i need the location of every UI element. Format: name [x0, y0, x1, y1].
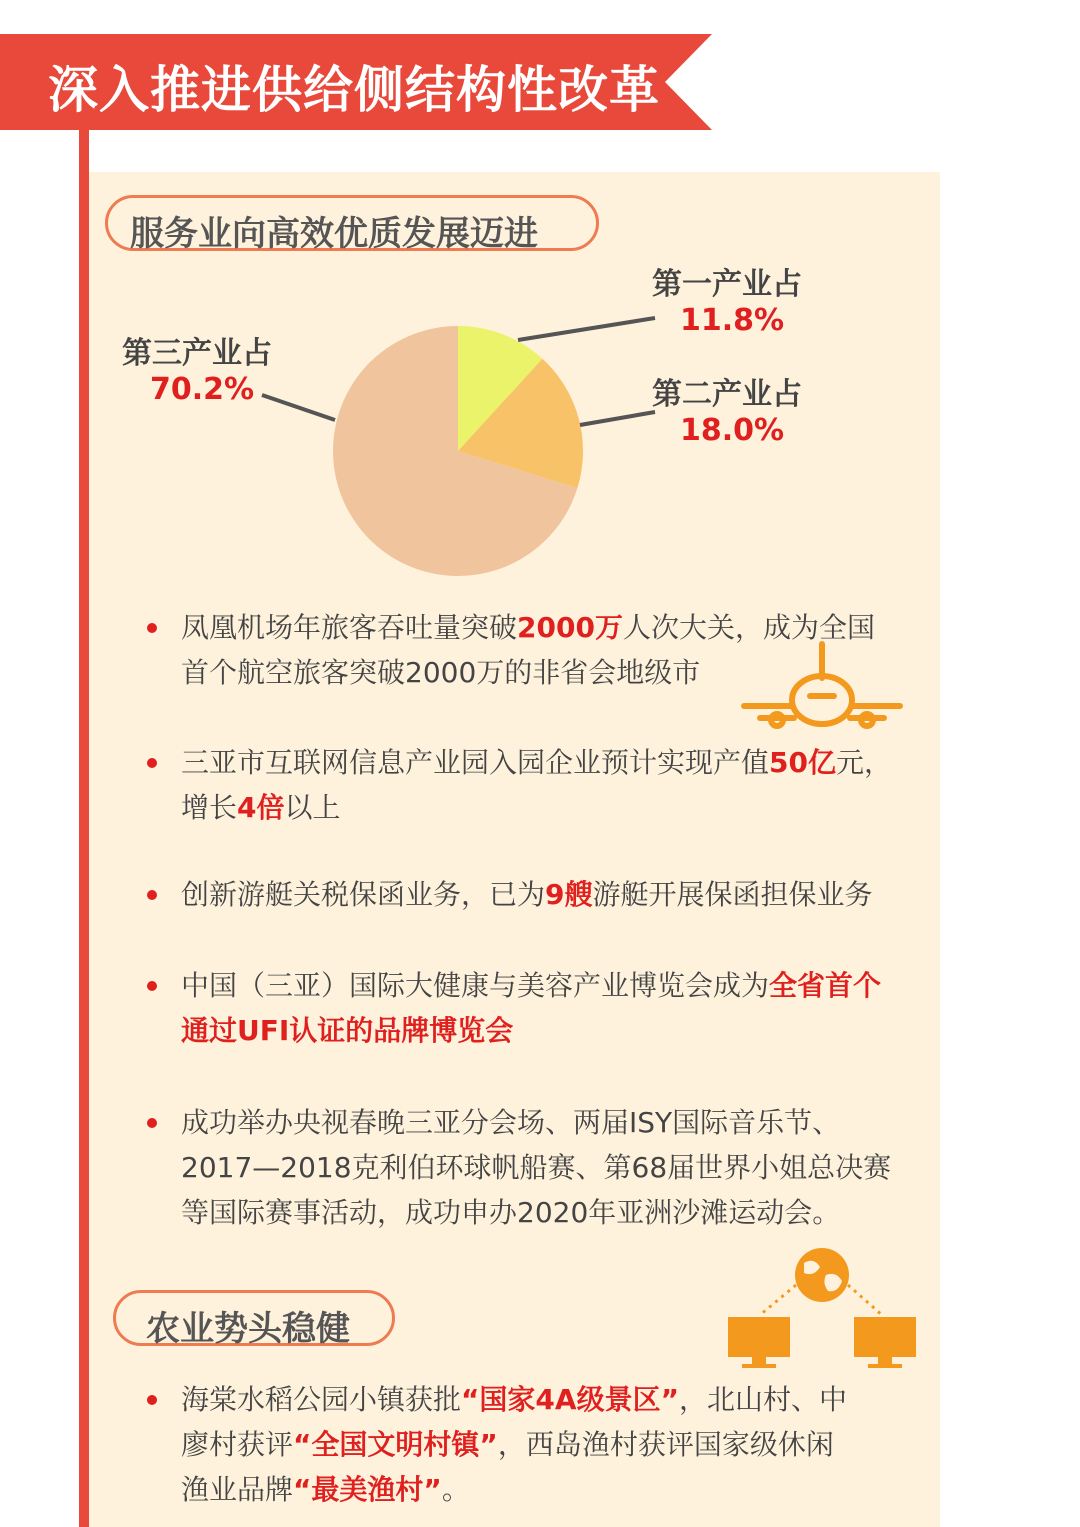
- leader-line-primary: [518, 318, 655, 340]
- bullet-line: [181, 1467, 941, 1512]
- bullet-line: [181, 785, 941, 830]
- bullet-line: [181, 963, 941, 1008]
- bullet-line: [181, 1377, 941, 1422]
- pie-label-secondary-value: 18.0%: [680, 413, 785, 448]
- bullet-line: [181, 1145, 941, 1190]
- body-text: 海棠水稻公园小镇获批: [181, 1383, 462, 1416]
- body-text: ，北山村、中: [678, 1383, 847, 1416]
- highlight-text: 50亿: [769, 746, 836, 779]
- pie-label-primary: [652, 267, 802, 339]
- highlight-text: “全国文明村镇”: [293, 1428, 498, 1461]
- bullet-line: [181, 740, 941, 785]
- body-text: 首个航空旅客突破2000万的非省会地级市: [181, 656, 701, 689]
- bullet-dot: [147, 890, 157, 900]
- bullet-text: [181, 1100, 941, 1235]
- body-text: 渔业品牌: [181, 1473, 294, 1506]
- highlight-text: 4倍: [237, 791, 285, 824]
- globe-computers-icon: [722, 1245, 922, 1375]
- body-text: 。: [441, 1473, 470, 1506]
- industry-pie-chart: [0, 0, 1080, 600]
- highlight-text: 通过UFI认证的品牌博览会: [181, 1014, 514, 1047]
- section-title-services: 服务业向高效优质发展迈进: [105, 195, 599, 251]
- bullet-line: [181, 872, 941, 917]
- bullet-dot: [147, 758, 157, 768]
- highlight-text: “最美渔村”: [293, 1473, 442, 1506]
- body-text: 2017—2018克利伯环球帆船赛、第68届世界小姐总决赛: [181, 1151, 892, 1184]
- pie-label-tertiary: [122, 336, 272, 408]
- pie-label-primary-value: 11.8%: [680, 303, 785, 338]
- bullet-dot: [147, 1395, 157, 1405]
- pie-label-secondary-name: 第二产业占: [652, 377, 802, 412]
- bullet-dot: [147, 1118, 157, 1128]
- body-text: 中国（三亚）国际大健康与美容产业博览会成为: [181, 969, 770, 1002]
- body-text: 元，: [835, 746, 892, 779]
- section-title-agriculture: 农业势头稳健: [113, 1290, 395, 1346]
- bullet-text: [181, 1377, 941, 1512]
- body-text: 等国际赛事活动，成功申办2020年亚洲沙滩运动会。: [181, 1196, 841, 1229]
- highlight-text: 9艘: [545, 878, 593, 911]
- highlight-text: 2000万: [517, 611, 623, 644]
- page-title: 深入推进供给侧结构性改革: [48, 61, 660, 119]
- pie-label-primary-name: 第一产业占: [652, 267, 802, 302]
- pie-label-tertiary-value: 70.2%: [150, 372, 255, 407]
- bullet-dot: [147, 623, 157, 633]
- body-text: 创新游艇关税保函业务，已为: [181, 878, 546, 911]
- airplane-icon: [740, 638, 905, 733]
- highlight-text: “国家4A级景区”: [461, 1383, 679, 1416]
- body-text: 人次大关，成为全国: [622, 611, 875, 644]
- body-text: 成功举办央视春晚三亚分会场、两届ISY国际音乐节、: [181, 1106, 841, 1139]
- bullet-line: [181, 1422, 941, 1467]
- body-text: 凤凰机场年旅客吞吐量突破: [181, 611, 518, 644]
- bullet-line: [181, 1008, 941, 1053]
- body-text: ，西岛渔村获评国家级休闲: [497, 1428, 834, 1461]
- body-text: 游艇开展保函担保业务: [592, 878, 873, 911]
- pie-label-secondary: [652, 377, 802, 449]
- leader-line-secondary: [580, 412, 655, 425]
- body-text: 三亚市互联网信息产业园入园企业预计实现产值: [181, 746, 770, 779]
- bullet-text: [181, 740, 941, 830]
- body-text: 廖村获评: [181, 1428, 294, 1461]
- bullet-text: [181, 872, 941, 917]
- bullet-line: [181, 1100, 941, 1145]
- body-text: 增长: [181, 791, 238, 824]
- pie-label-tertiary-name: 第三产业占: [122, 336, 272, 371]
- leader-line-tertiary: [262, 395, 335, 420]
- bullet-text: [181, 963, 941, 1053]
- bullet-dot: [147, 981, 157, 991]
- highlight-text: 全省首个: [769, 969, 882, 1002]
- bullet-line: [181, 1190, 941, 1235]
- body-text: 以上: [284, 791, 341, 824]
